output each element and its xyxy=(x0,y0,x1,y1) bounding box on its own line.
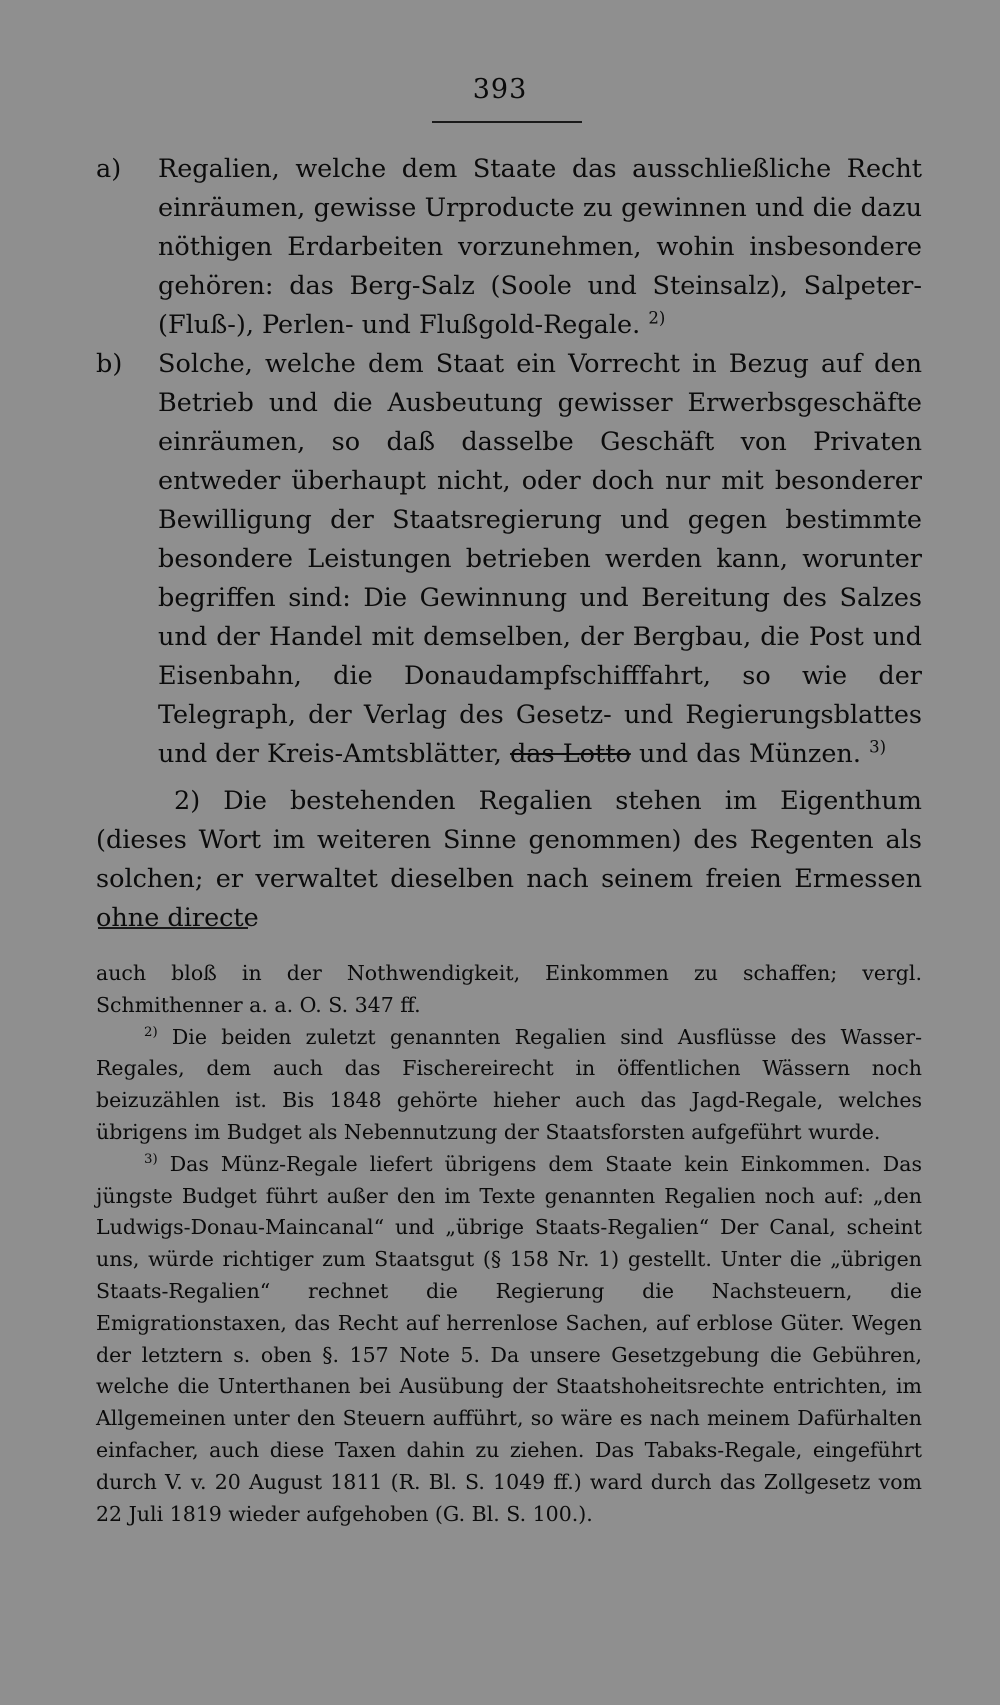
list-text-b-end: und das Münzen. xyxy=(638,739,861,769)
header-rule xyxy=(432,121,582,123)
footnote-rule xyxy=(98,927,248,929)
footnote-3-marker: 3) xyxy=(144,1151,158,1167)
list-item-a xyxy=(96,150,922,345)
paragraph-2: 2) Die bestehenden Regalien stehen im Eigenthum (dieses Wort im weiteren Sinne genommen) des Regenten als solchen; er verwaltet dieselben nach seinem freien Ermessen ohne directe xyxy=(96,786,922,933)
footnote-continued: auch bloß in der Nothwendigkeit, Einkommen zu schaffen; vergl. Schmithenner a. a. O. S. 347 ff. xyxy=(96,961,922,1017)
footnote-2 xyxy=(96,1022,922,1149)
footnote-3 xyxy=(96,1149,922,1531)
footnote-ref-3: 3) xyxy=(869,737,887,757)
main-text xyxy=(96,150,922,938)
list-text-a xyxy=(158,150,922,345)
footnotes xyxy=(96,958,922,1530)
list-text-a-content: Regalien, welche dem Staate das ausschließliche Recht einräumen, gewisse Urproducte zu gewinnen und die dazu nöthigen Erdarbeiten vorzunehmen, wohin insbesondere gehören: das Berg-Salz (Soole und Steinsalz), Salpeter- (Fluß-), Perlen- und Flußgold-Regale. xyxy=(158,154,922,340)
struck-text: das Lotto xyxy=(509,739,631,769)
footnote-3-text: Das Münz-Regale liefert übrigens dem Staate kein Einkommen. Das jüngste Budget führt außer den im Texte genannten Regalien noch auf: „den Ludwigs-Donau-Maincanal“ und „übrige Staats-Regalien“ Der Canal, scheint uns, würde richtiger zum Staatsgut (§ 158 Nr. 1) gestellt. Unter die „übrigen Staats-Regalien“ rechnet die Regierung die Nachsteuern, die Emigrationstaxen, das Recht auf herrenlose Sachen, auf erblose Güter. Wegen der letztern s. oben §. 157 Note 5. Da unsere Gesetzgebung die Gebühren, welche die Unterthanen bei Ausübung der Staatshoheitsrechte entrichten, im Allgemeinen unter den Steuern aufführt, so wäre es nach meinem Dafürhalten einfacher, auch diese Taxen dahin zu ziehen. Das Tabaks-Regale, eingeführt durch V. v. 20 August 1811 (R. Bl. S. 1049 ff.) ward durch das Zollgesetz vom 22 Juli 1819 wieder aufgehoben (G. Bl. S. 100.). xyxy=(96,1151,922,1526)
list-marker-b: b) xyxy=(96,349,123,379)
footnote-2-text: Die beiden zuletzt genannten Regalien sind Ausflüsse des Wasser-Regales, dem auch das Fischereirecht in öffentlichen Wässern noch beizuzählen ist. Bis 1848 gehörte hieher auch das Jagd-Regale, welches übrigens im Budget als Nebennutzung der Staatsforsten aufgeführt wurde. xyxy=(96,1024,922,1144)
list-text-b-content: Solche, welche dem Staat ein Vorrecht in Bezug auf den Betrieb und die Ausbeutung gewisser Erwerbsgeschäfte einräumen, so daß dasselbe Geschäft von Privaten entweder überhaupt nicht, oder doch nur mit besonderer Bewilligung der Staatsregierung und gegen bestimmte besondere Leistungen betrieben werden kann, worunter begriffen sind: Die Gewinnung und Bereitung des Salzes und der Handel mit demselben, der Bergbau, die Post und Eisenbahn, die Donaudampfschifffahrt, so wie der Telegraph, der Verlag des Gesetz- und Regierungsblattes und der Kreis-Amtsblätter, xyxy=(158,349,922,769)
page-number: 393 xyxy=(472,74,528,105)
list-item-b xyxy=(96,345,922,774)
list-text-b xyxy=(158,345,922,774)
list-marker-a: a) xyxy=(96,154,122,184)
footnote-ref-2: 2) xyxy=(648,308,666,328)
footnote-2-marker: 2) xyxy=(144,1024,158,1040)
